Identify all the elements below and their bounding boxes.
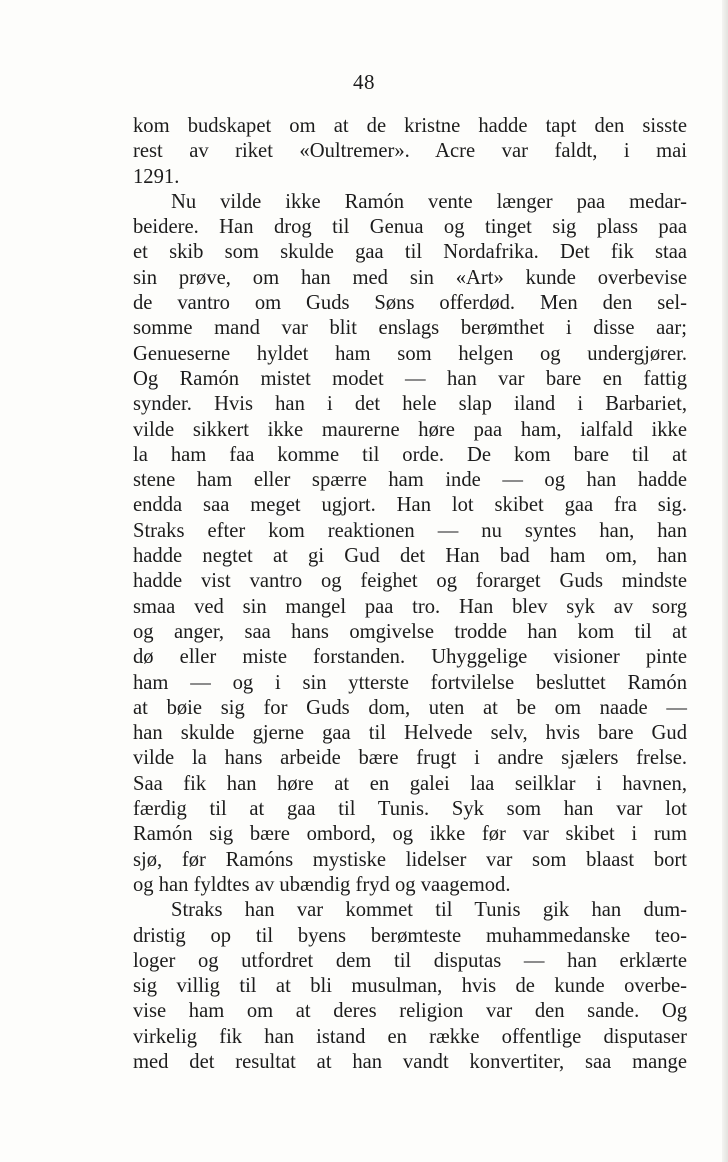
text-line: 1291. (133, 165, 180, 188)
text-line: kom budskapet om at de kristne hadde tapt den sisste (133, 115, 687, 137)
text-line: sin prøve, om han med sin «Art» kunde overbevise (133, 266, 687, 289)
text-line: Straks han var kommet til Tunis gik han dum- (171, 899, 687, 922)
text-line: et skib som skulde gaa til Nordafrika. Det fik staa (133, 241, 687, 264)
text-line: vilde sikkert ikke maurerne høre paa ham, ialfald ikke (133, 418, 687, 441)
text-line: rest av riket «Oultremer». Acre var faldt, i mai (133, 140, 687, 163)
text-line: loger og utfordret dem til disputas — han erklærte (133, 949, 687, 972)
text-line: Saa fik han høre at en galei laa seilklar i havnen, (133, 772, 687, 795)
text-line: virkelig fik han istand en række offentlige disputaser (133, 1025, 687, 1048)
text-line: og anger, saa hans omgivelse trodde han kom til at (133, 620, 687, 643)
text-line: endda saa meget ugjort. Han lot skibet gaa fra sig. (133, 494, 687, 517)
text-line: dø eller miste forstanden. Uhyggelige visioner pinte (133, 646, 687, 669)
text-line: somme mand var blit enslags berømthet i disse aar; (133, 317, 687, 340)
text-line: Ramón sig bære ombord, og ikke før var skibet i rum (133, 823, 687, 846)
text-line: stene ham eller spærre ham inde — og han hadde (133, 469, 687, 492)
text-line: og han fyldtes av ubændig fryd og vaagemod. (133, 873, 511, 896)
text-line: hadde negtet at gi Gud det Han bad ham om, han (133, 545, 687, 568)
text-line: Straks efter kom reaktionen — nu syntes han, han (133, 519, 687, 542)
text-line: Og Ramón mistet modet — han var bare en fattig (133, 367, 687, 390)
text-line: beidere. Han drog til Genua og tinget sig plass paa (133, 216, 687, 239)
page-number: 48 (353, 70, 375, 94)
body-text (133, 114, 687, 1075)
page-edge-shadow (722, 0, 728, 1162)
text-line: sjø, før Ramóns mystiske lidelser var som blaast bort (133, 848, 687, 871)
text-line: Nu vilde ikke Ramón vente længer paa medar- (171, 190, 687, 213)
text-line: sig villig til at bli musulman, hvis de kunde overbe- (133, 975, 687, 998)
text-line: smaa ved sin mangel paa tro. Han blev syk av sorg (133, 595, 687, 618)
text-line: ham — og i sin ytterste fortvilelse besluttet Ramón (133, 671, 687, 694)
text-line: Genueserne hyldet ham som helgen og undergjører. (133, 342, 687, 365)
text-line: med det resultat at han vandt konvertiter, saa mange (133, 1050, 687, 1073)
text-line: hadde vist vantro og feighet og forarget Guds mindste (133, 570, 687, 593)
text-line: han skulde gjerne gaa til Helvede selv, hvis bare Gud (133, 722, 687, 745)
text-line: vilde la hans arbeide bære frugt i andre sjælers frelse. (133, 747, 687, 770)
text-line: dristig op til byens berømteste muhammedanske teo- (133, 924, 687, 947)
text-line: færdig til at gaa til Tunis. Syk som han var lot (133, 798, 687, 821)
text-line: de vantro om Guds Søns offerdød. Men den sel- (133, 292, 687, 315)
text-line: la ham faa komme til orde. De kom bare til at (133, 443, 687, 466)
text-line: synder. Hvis han i det hele slap iland i Barbariet, (133, 393, 687, 416)
text-line: vise ham om at deres religion var den sande. Og (133, 1000, 687, 1023)
text-line: at bøie sig for Guds dom, uten at be om naade — (133, 696, 687, 719)
